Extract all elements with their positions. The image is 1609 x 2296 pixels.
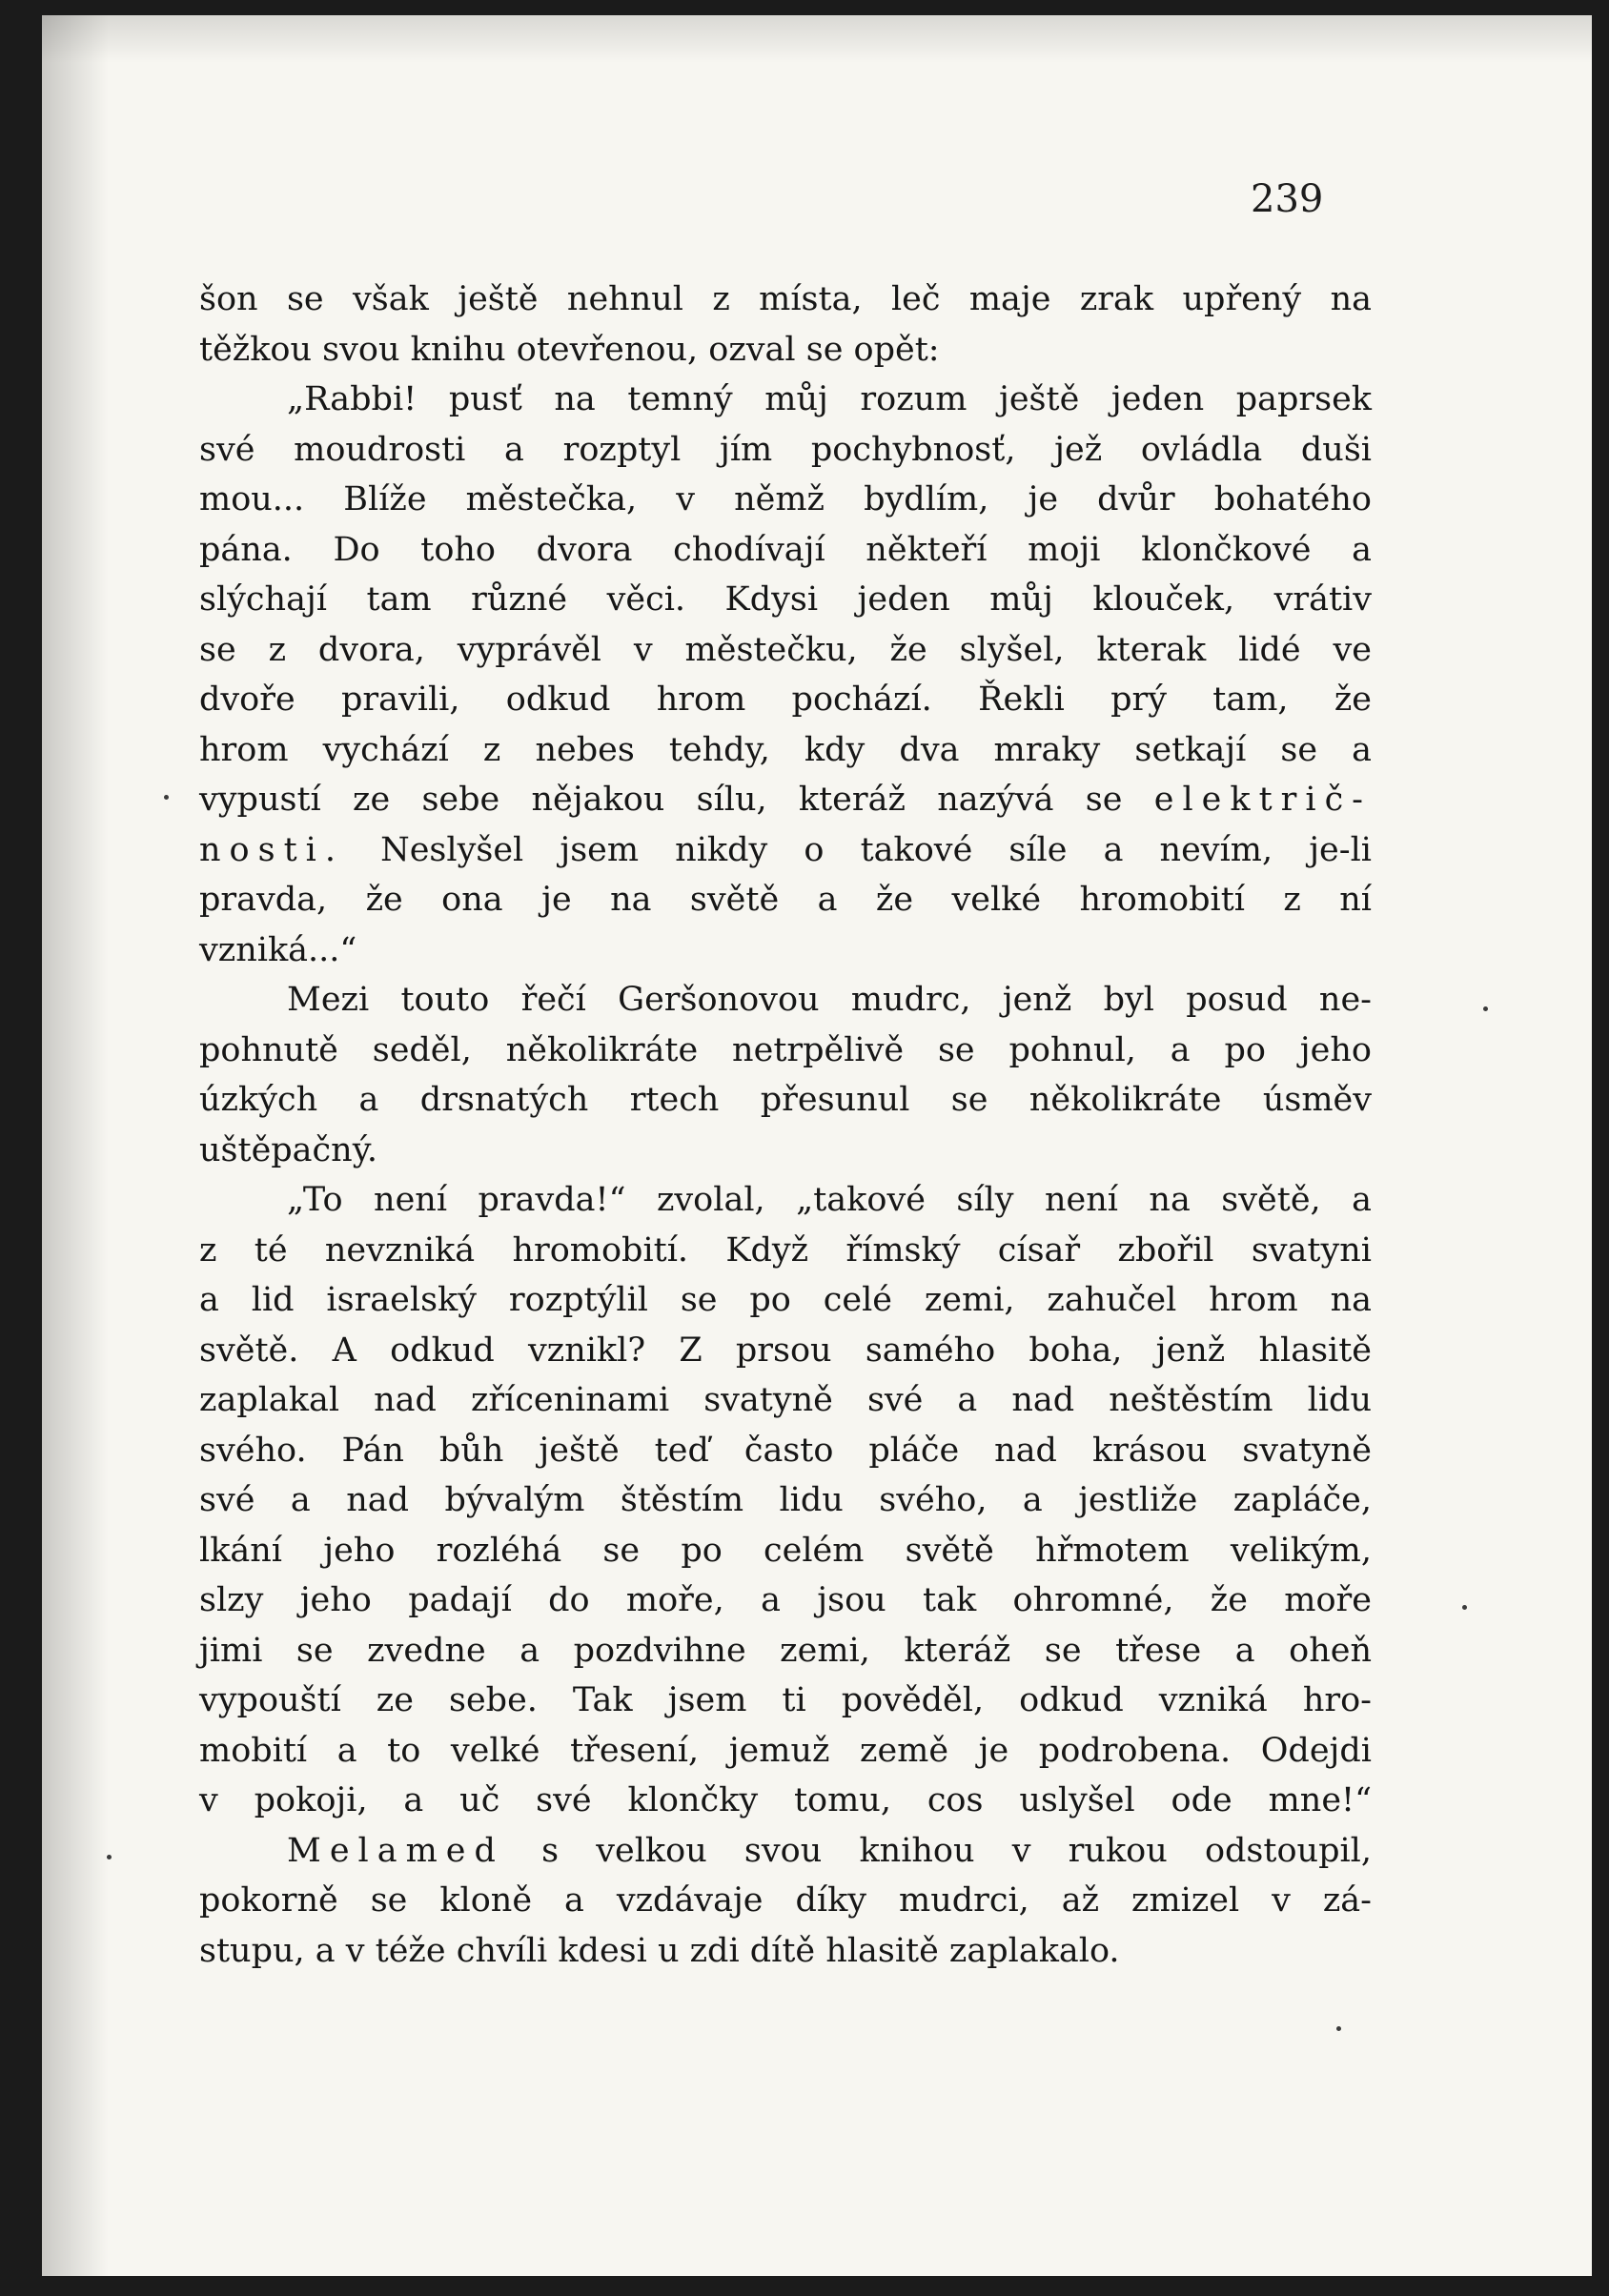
text-line: stupu, a v téže chvíli kdesi u zdi dítě hlasitě zaplakalo. [199,1931,1120,1970]
emphasized-term: električ- [1153,781,1372,819]
margin-speck [1462,1605,1467,1610]
text-segment: s velkou svou knihou v rukou odstoupil, [541,1831,1372,1870]
text-line: lkání jeho rozléhá se po celém světě hřmotem velikým, [199,1531,1372,1570]
text-line [199,775,1372,825]
text-line: pána. Do toho dvora chodívají někteří moji klončkové a [199,530,1372,569]
text-line: pohnutě seděl, několikráte netrpělivě se pohnul, a po jeho [199,1030,1372,1069]
text-line: šon se však ještě nehnul z místa, leč maje zrak upřený na [199,280,1372,318]
margin-speck [164,795,169,800]
text-line [199,825,1372,876]
text-line: svého. Pán bůh ještě teď často pláče nad krásou svatyně [199,1431,1372,1470]
book-page [42,15,1592,2276]
text-line: v pokoji, a uč své klončky tomu, cos uslyšel ode mne!“ [199,1781,1372,1819]
margin-speck [1336,2026,1341,2031]
text-line: hrom vychází z nebes tehdy, kdy dva mraky setkají se a [199,730,1372,769]
text-line: mobití a to velké třesení, jemuž země je podrobena. Odejdi [199,1731,1372,1770]
text-line: slzy jeho padají do moře, a jsou tak ohromné, že moře [199,1581,1372,1619]
text-line [199,1826,1372,1877]
body-text [199,274,1372,1976]
text-line: vypouští ze sebe. Tak jsem ti pověděl, odkud vzniká hro- [199,1681,1372,1719]
text-line: vzniká...“ [199,930,357,969]
text-segment: vypustí ze sebe nějakou sílu, kteráž nazývá se [199,781,1123,819]
text-line: své a nad bývalým štěstím lidu svého, a jestliže zapláče, [199,1481,1372,1519]
text-line: Mezi touto řečí Geršonovou mudrc, jenž byl posud ne- [287,981,1372,1019]
text-line: své moudrosti a rozptyl jím pochybnosť, jež ovládla duši [199,430,1372,469]
text-line: dvoře pravili, odkud hrom pochází. Řekli prý tam, že [199,681,1372,719]
text-line: slýchají tam různé věci. Kdysi jeden můj klouček, vrátiv [199,580,1372,619]
emphasized-term: Melamed [287,1831,504,1870]
margin-speck [1483,1006,1488,1011]
text-line: uštěpačný. [199,1130,377,1169]
page-number: 239 [1251,177,1324,221]
text-line: „Rabbi! pusť na temný můj rozum ještě jeden paprsek [287,380,1372,418]
text-line: z té nevzniká hromobití. Když římský císař zbořil svatyni [199,1230,1372,1270]
text-line: se z dvora, vyprávěl v městečku, že slyšel, kterak lidé ve [199,630,1372,669]
emphasized-term: nosti. [199,830,344,869]
text-line: jimi se zvedne a pozdvihne zemi, kteráž se třese a oheň [199,1631,1372,1670]
text-line: mou... Blíže městečka, v němž bydlím, je dvůr bohatého [199,480,1372,518]
margin-speck [107,1855,112,1859]
text-line: světě. A odkud vznikl? Z prsou samého boha, jenž hlasitě [199,1331,1372,1370]
text-segment: Neslyšel jsem nikdy o takové síle a nevím, je-li [380,830,1372,869]
text-line: a lid israelský rozptýlil se po celé zemi, zahučel hrom na [199,1281,1372,1319]
text-line: úzkých a drsnatých rtech přesunul se několikráte úsměv [199,1081,1372,1119]
text-line: „To není pravda!“ zvolal, „takové síly není na světě, a [287,1181,1372,1219]
text-line: pravda, že ona je na světě a že velké hromobití z ní [199,881,1372,919]
text-line: zaplakal nad zříceninami svatyně své a nad neštěstím lidu [199,1381,1372,1419]
text-line: pokorně se kloně a vzdávaje díky mudrci, až zmizel v zá- [199,1881,1372,1920]
text-line: těžkou svou knihu otevřenou, ozval se opět: [199,330,940,369]
